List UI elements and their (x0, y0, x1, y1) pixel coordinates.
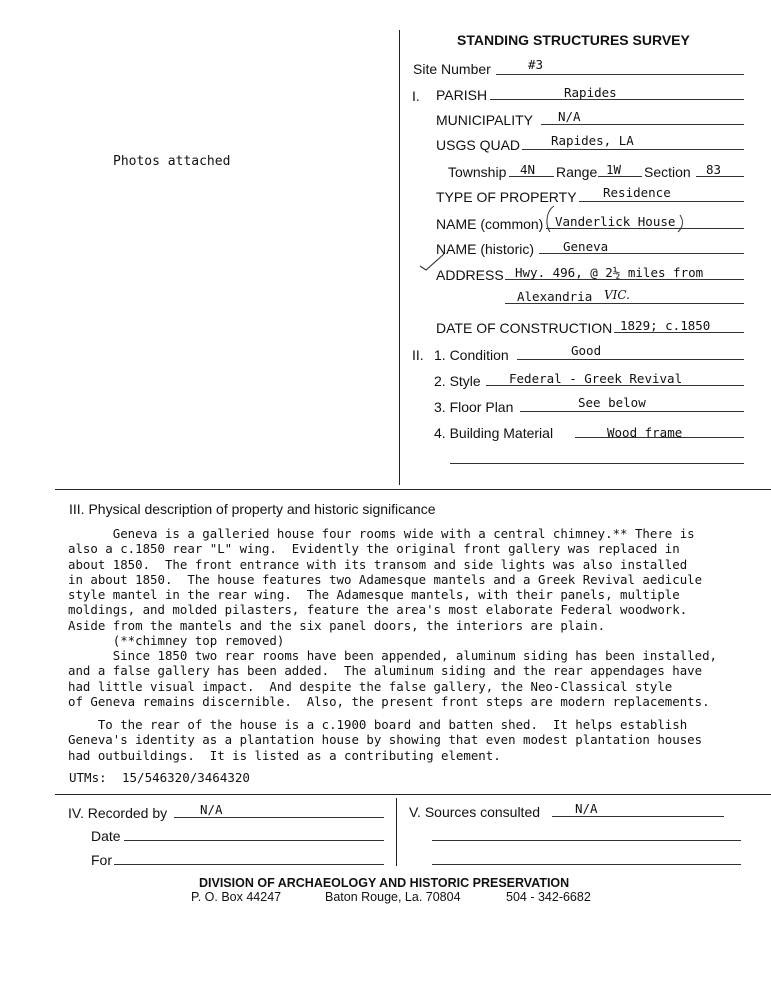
usgs-quad-label: USGS QUAD (436, 137, 521, 153)
blank-extra-line (450, 463, 744, 464)
township-label: Township (448, 164, 507, 180)
bottom-vertical-divider (396, 798, 397, 866)
utms-value: 15/546320/3464320 (122, 770, 250, 785)
sources-consulted-value: N/A (575, 801, 598, 816)
address-value-line2: Alexandria (517, 289, 593, 304)
sources-line-2 (432, 840, 741, 841)
site-number-value: #3 (528, 57, 544, 72)
top-vertical-divider (399, 30, 400, 485)
description-paragraph-3: To the rear of the house is a c.1900 board and batten shed. It helps establish Geneva's identity as a plantation house by showing that even modest plantation houses had outbuildings. It is listed as a contributing element. (68, 717, 703, 763)
footer-phone: 504 - 342-6682 (506, 890, 591, 904)
for-label: For (91, 852, 112, 868)
usgs-quad-value: Rapides, LA (551, 133, 634, 148)
style-label: 2. Style (434, 373, 481, 389)
section-iii-heading: III. Physical description of property and historic significance (69, 501, 436, 517)
utms-label: UTMs: (69, 770, 107, 785)
floor-plan-value: See below (578, 395, 646, 410)
building-material-value: Wood frame (607, 425, 683, 440)
range-value: 1W (606, 162, 622, 177)
township-value: 4N (520, 162, 536, 177)
sources-line-1 (552, 816, 724, 817)
address-label: ADDRESS (436, 267, 504, 283)
site-number-line (496, 74, 744, 75)
name-common-value: Vanderlick House (555, 214, 676, 229)
photos-note: Photos attached (113, 154, 231, 169)
date-of-construction-label: DATE OF CONSTRUCTION (436, 320, 613, 336)
floor-plan-label: 3. Floor Plan (434, 399, 514, 415)
section-value: 83 (706, 162, 722, 177)
municipality-line (541, 124, 744, 125)
site-number-label: Site Number (413, 61, 491, 77)
parish-line (490, 99, 744, 100)
section-ii-marker: II. (412, 347, 424, 363)
section-label: Section (644, 164, 691, 180)
section-i-marker: I. (412, 88, 420, 104)
condition-line (517, 359, 744, 360)
address-annotation: VIC. (604, 288, 630, 302)
recorded-by-label: IV. Recorded by (68, 805, 168, 821)
range-label: Range (556, 164, 598, 180)
municipality-value: N/A (558, 109, 581, 124)
sources-line-3 (432, 864, 741, 865)
footer-city: Baton Rouge, La. 70804 (325, 890, 461, 904)
condition-value: Good (571, 343, 602, 358)
name-common-label: NAME (common) (436, 216, 544, 232)
name-common-bracket-mark (540, 203, 690, 235)
for-line (114, 864, 384, 865)
recorded-by-value: N/A (200, 802, 223, 817)
recorded-by-line (174, 817, 384, 818)
description-paragraph-2: Since 1850 two rear rooms have been appended, aluminum siding has been installed, and a false gallery has been added. The aluminum siding and the rear appendages have had little visual impact. And despite the false gallery, the Neo-Classical style of Geneva remains discernible. Also, the present front steps are modern replacements. (68, 648, 718, 709)
footer-po-box: P. O. Box 44247 (191, 890, 282, 904)
description-paragraph-1: Geneva is a galleried house four rooms wide with a central chimney.** There is also a c.1850 rear "L" wing. Evidently the original front gallery was replaced in about 1850. The front entrance with its transom and side lights was also installed in about 1850. The house features two Adamesque mantels and a Greek Revival aedicule style mantel in the rear wing. The Adamesque mantels, with their panels, multiple moldings, and molded pilasters, feature the area's most elaborate Federal woodwork. Aside from the mantels and the six panel doors, the interiors are plain. (**chimney top removed) (68, 526, 703, 649)
date-of-construction-value: 1829; c.1850 (620, 318, 711, 333)
style-value: Federal - Greek Revival (509, 371, 683, 386)
parish-label: PARISH (436, 87, 488, 103)
sources-consulted-label: V. Sources consulted (409, 804, 541, 820)
date-line (124, 840, 384, 841)
top-section-rule (55, 489, 771, 490)
type-of-property-value: Residence (603, 185, 671, 200)
address-value-line1: Hwy. 496, @ 2½ miles from (515, 265, 704, 280)
form-title: STANDING STRUCTURES SURVEY (457, 32, 690, 48)
type-of-property-label: TYPE OF PROPERTY (436, 189, 577, 205)
municipality-label: MUNICIPALITY (436, 112, 533, 128)
building-material-label: 4. Building Material (434, 425, 554, 441)
floor-plan-line (520, 411, 744, 412)
name-historic-value: Geneva (563, 239, 609, 254)
date-label: Date (91, 828, 121, 844)
footer-division-title: DIVISION OF ARCHAEOLOGY AND HISTORIC PRESERVATION (199, 876, 570, 890)
usgs-quad-line (522, 149, 744, 150)
type-of-property-line (579, 201, 744, 202)
lower-section-rule (55, 794, 771, 795)
parish-value: Rapides (564, 85, 617, 100)
condition-label: 1. Condition (434, 347, 509, 363)
name-historic-label: NAME (historic) (436, 241, 535, 257)
